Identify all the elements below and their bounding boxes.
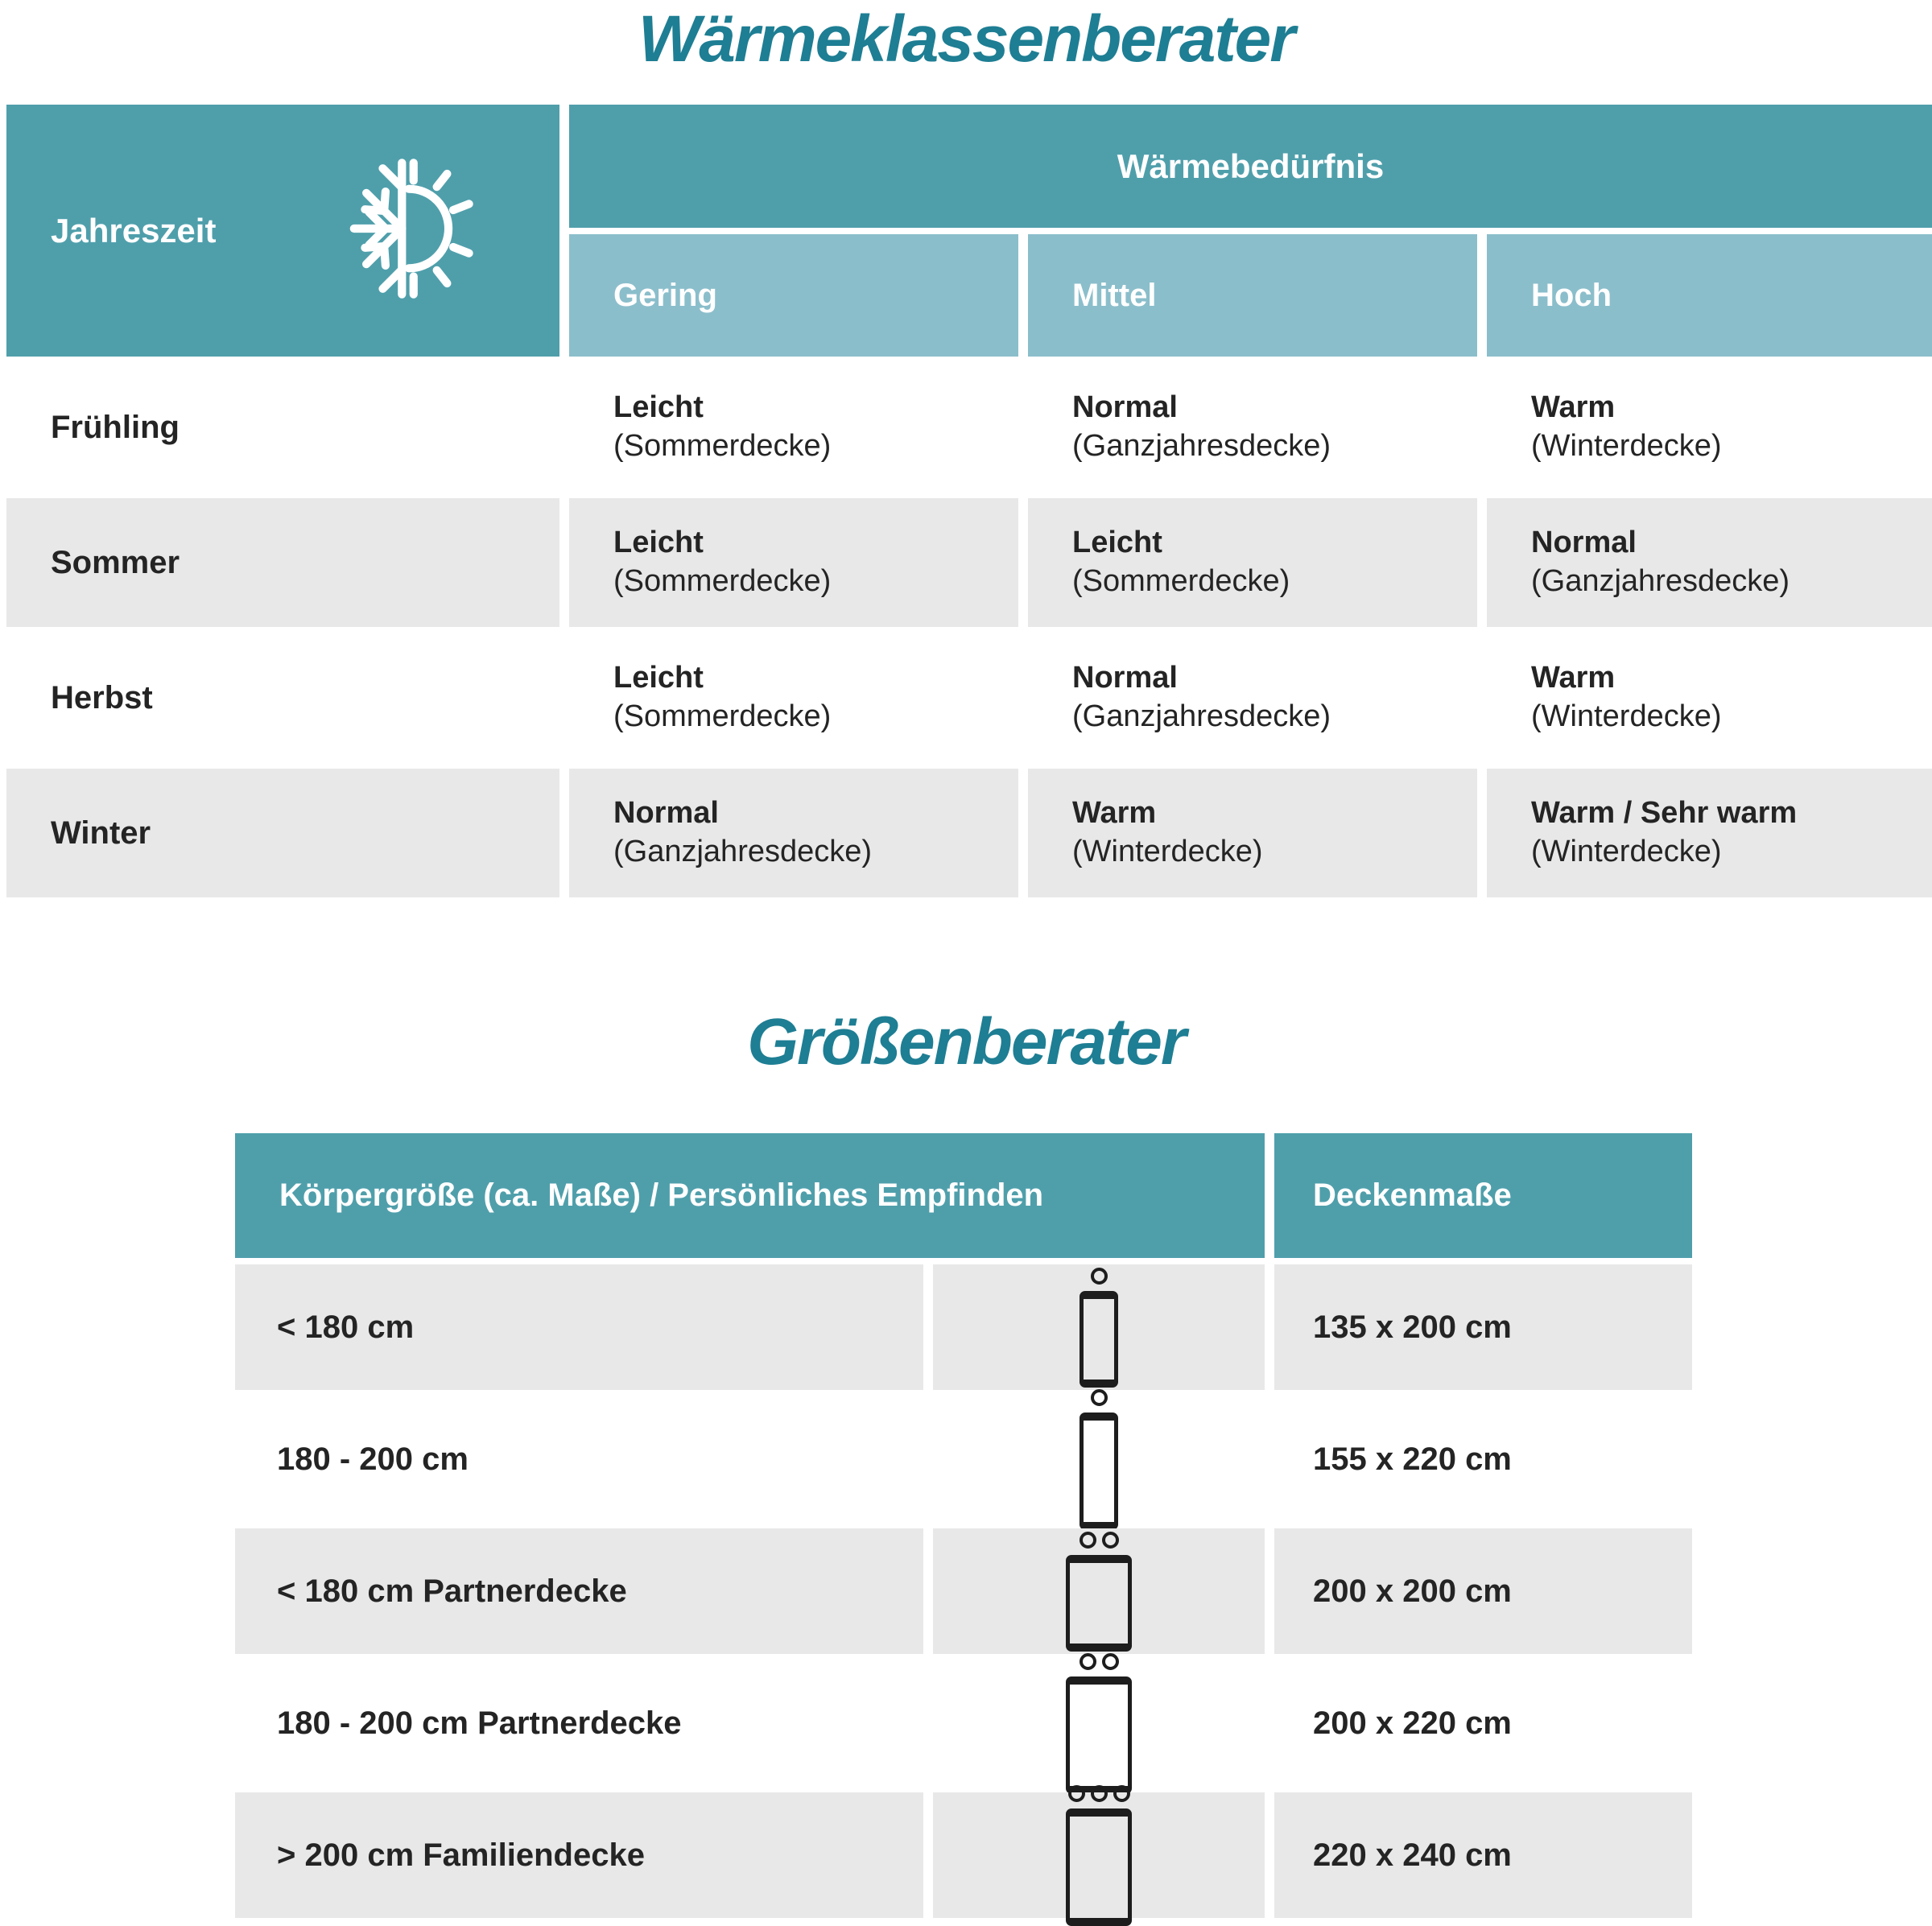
blanket-type: (Sommerdecke) — [613, 699, 832, 733]
blanket-type: (Ganzjahresdecke) — [1072, 699, 1331, 733]
blanket-size-value: 135 x 200 cm — [1274, 1264, 1692, 1390]
blanket-rect — [1080, 1413, 1118, 1530]
person-blanket-icon-1 — [933, 1264, 1265, 1390]
person-blanket-icon-3 — [933, 1792, 1265, 1918]
warmth-value: Leicht — [613, 661, 704, 695]
person-dot — [1068, 1785, 1085, 1802]
person-dot — [1080, 1532, 1096, 1549]
warmth-value: Leicht — [1072, 526, 1162, 560]
warmth-value: Leicht — [613, 390, 704, 425]
person-dot — [1091, 1785, 1108, 1802]
blanket-type: (Winterdecke) — [1072, 835, 1263, 868]
table-cell — [569, 363, 1018, 492]
season-header-cell — [6, 105, 559, 357]
blanket-type: (Ganzjahresdecke) — [1072, 429, 1331, 463]
page-title-groessenberater: Größenberater — [747, 1005, 1185, 1078]
person-dot — [1102, 1653, 1119, 1670]
season-label: Winter — [6, 769, 559, 897]
snowflake-sun-icon — [349, 153, 485, 308]
person-blanket-icon-1-tall — [933, 1396, 1265, 1522]
season-label: Sommer — [6, 498, 559, 627]
body-size-label: 180 - 200 cm Partnerdecke — [235, 1660, 923, 1786]
need-header-cell: Wärmebedürfnis — [569, 105, 1932, 228]
blanket-size-value: 200 x 220 cm — [1274, 1660, 1692, 1786]
size-advisor-table — [235, 1133, 1692, 1918]
blanket-type: (Ganzjahresdecke) — [1531, 564, 1790, 598]
person-dot — [1091, 1389, 1108, 1406]
table-cell — [1487, 498, 1932, 627]
blanket-size-value: 200 x 200 cm — [1274, 1528, 1692, 1654]
blanket-type: (Winterdecke) — [1531, 699, 1722, 733]
blanket-rect — [1080, 1291, 1118, 1388]
page-title-waermeklassenberater: Wärmeklassenberater — [638, 2, 1294, 76]
warmth-value: Warm — [1072, 796, 1157, 831]
season-header-label: Jahreszeit — [51, 211, 217, 250]
blanket-type: (Sommerdecke) — [1072, 564, 1290, 598]
table-cell — [1028, 498, 1477, 627]
person-dot — [1102, 1532, 1119, 1549]
warmth-class-table — [6, 105, 1932, 897]
person-dot — [1091, 1268, 1108, 1285]
blanket-rect — [1066, 1808, 1132, 1926]
table-cell — [1487, 363, 1932, 492]
bodysize-header-cell: Körpergröße (ca. Maße) / Persönliches Empfinden — [235, 1133, 1265, 1258]
table-cell — [1487, 633, 1932, 762]
blanket-size-value: 220 x 240 cm — [1274, 1792, 1692, 1918]
person-blanket-icon-2 — [933, 1528, 1265, 1654]
warmth-value: Normal — [1072, 661, 1178, 695]
blanket-size-value: 155 x 220 cm — [1274, 1396, 1692, 1522]
person-dot — [1113, 1785, 1130, 1802]
blanket-type: (Sommerdecke) — [613, 564, 832, 598]
warmth-value: Warm / Sehr warm — [1531, 796, 1798, 831]
body-size-label: 180 - 200 cm — [235, 1396, 923, 1522]
blanket-rect — [1066, 1555, 1132, 1652]
level-header-gering: Gering — [569, 234, 1018, 357]
person-dot — [1080, 1653, 1096, 1670]
table-cell — [569, 769, 1018, 897]
blanket-type: (Sommerdecke) — [613, 429, 832, 463]
warmth-value: Leicht — [613, 526, 704, 560]
season-label: Herbst — [6, 633, 559, 762]
blanket-type: (Winterdecke) — [1531, 835, 1722, 868]
body-size-label: < 180 cm Partnerdecke — [235, 1528, 923, 1654]
blanket-type: (Ganzjahresdecke) — [613, 835, 873, 868]
table-cell — [569, 633, 1018, 762]
body-size-label: > 200 cm Familiendecke — [235, 1792, 923, 1918]
warmth-value: Normal — [613, 796, 719, 831]
table-cell — [1028, 633, 1477, 762]
warmth-value: Warm — [1531, 661, 1616, 695]
body-size-label: < 180 cm — [235, 1264, 923, 1390]
blanket-size-header-cell: Deckenmaße — [1274, 1133, 1692, 1258]
warmth-value: Warm — [1531, 390, 1616, 425]
table-cell — [569, 498, 1018, 627]
blanket-type: (Winterdecke) — [1531, 429, 1722, 463]
table-cell — [1028, 363, 1477, 492]
table-cell — [1028, 769, 1477, 897]
level-header-hoch: Hoch — [1487, 234, 1932, 357]
blanket-rect — [1066, 1676, 1132, 1794]
table-cell — [1487, 769, 1932, 897]
level-header-mittel: Mittel — [1028, 234, 1477, 357]
person-blanket-icon-2-tall — [933, 1660, 1265, 1786]
warmth-value: Normal — [1531, 526, 1637, 560]
season-label: Frühling — [6, 363, 559, 492]
warmth-value: Normal — [1072, 390, 1178, 425]
